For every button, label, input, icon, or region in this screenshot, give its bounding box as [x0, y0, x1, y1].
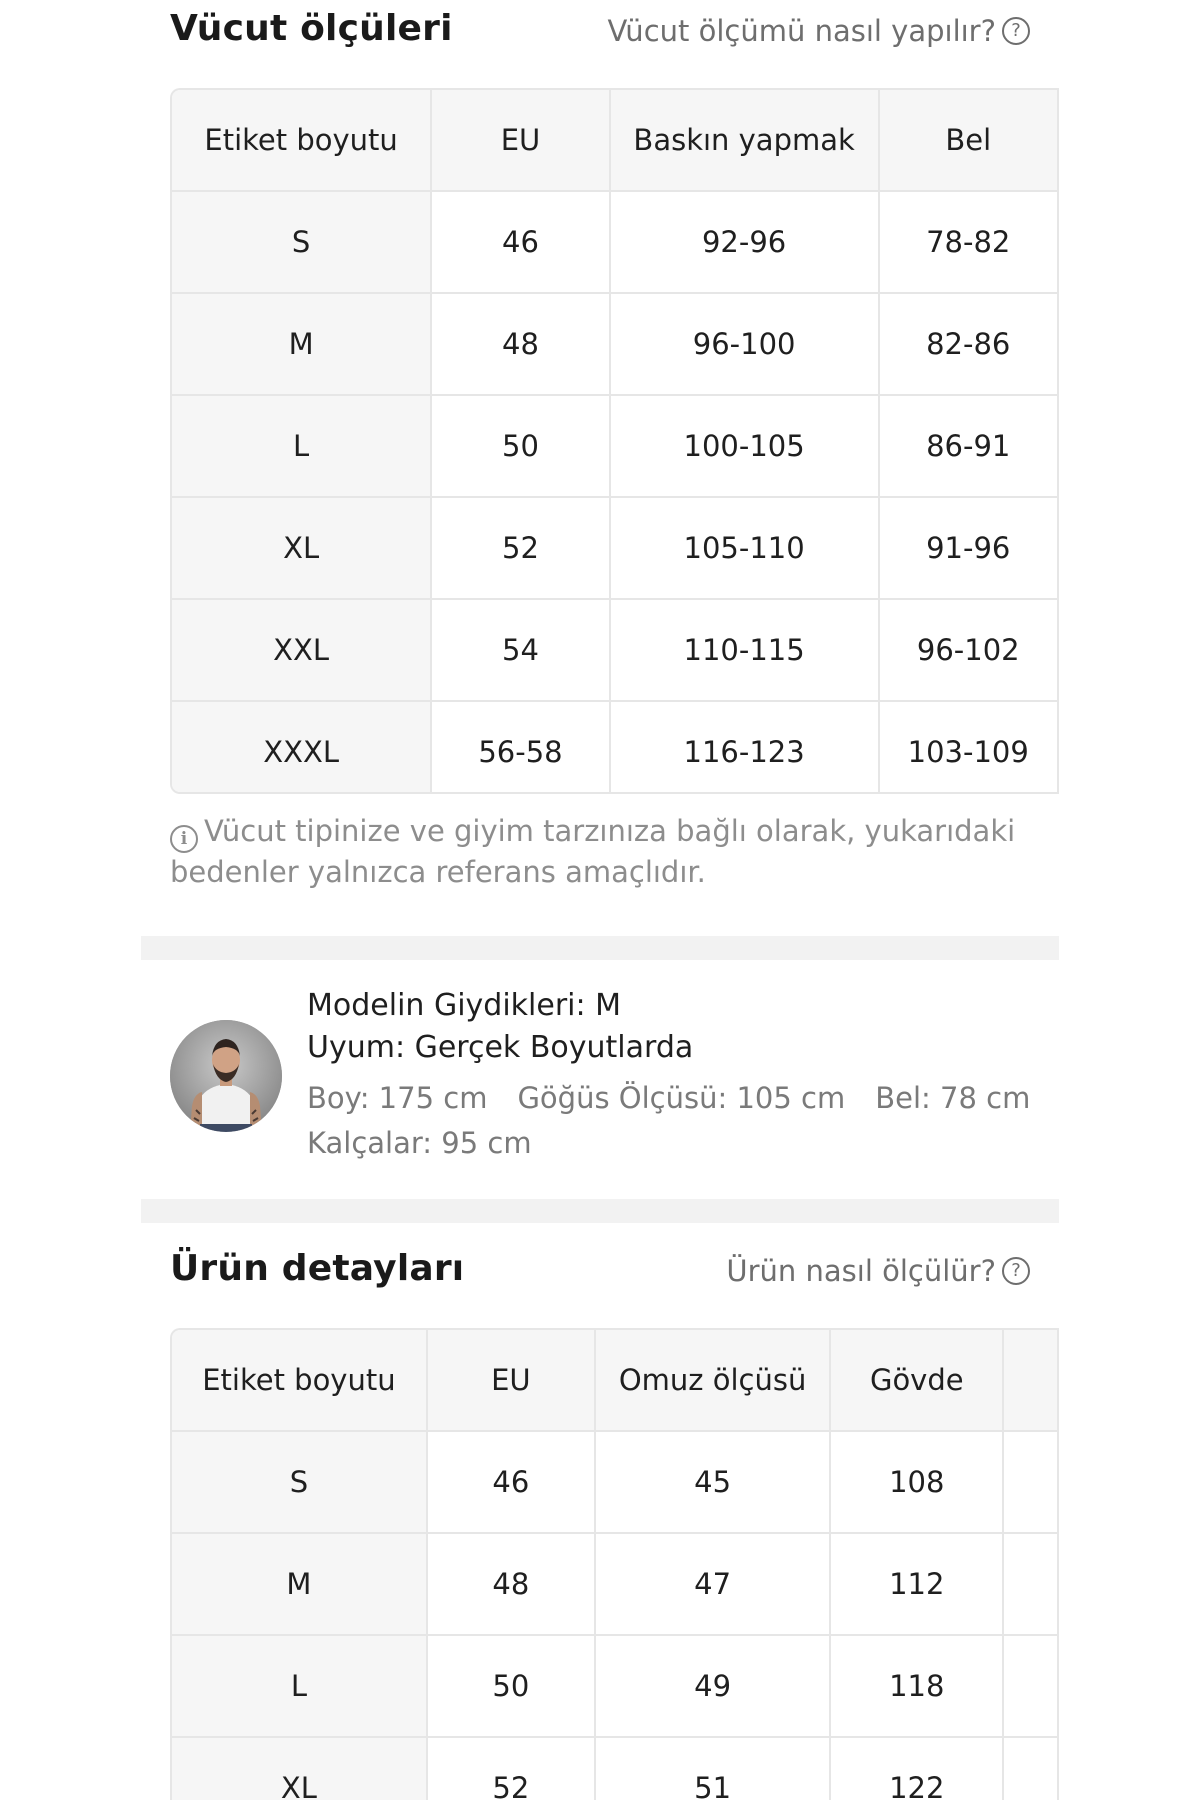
body-measurements-section — [141, 0, 1059, 930]
table-cell: 54 — [431, 599, 610, 701]
table-cell: 91-96 — [879, 497, 1059, 599]
section-divider — [141, 936, 1059, 960]
body-size-table — [170, 88, 1059, 794]
table-row — [172, 497, 1058, 599]
table-cell: 46 — [431, 191, 610, 293]
info-circle-icon: i — [170, 825, 198, 853]
product-details-header — [141, 1240, 1059, 1300]
table-header-row — [172, 1330, 1058, 1431]
size-label-cell: XL — [172, 1737, 427, 1800]
table-row — [172, 701, 1058, 794]
size-label-cell: XL — [172, 497, 431, 599]
table-cell-overflow — [1003, 1431, 1058, 1533]
note-text: Vücut tipinize ve giyim tarzınıza bağlı olarak, yukarıdaki bedenler yalnızca referans amaçlıdır. — [170, 814, 1016, 889]
model-height: Boy: 175 cm — [307, 1081, 488, 1115]
table-cell: 47 — [595, 1533, 830, 1635]
question-circle-icon: ? — [1002, 1257, 1030, 1285]
link-label: Ürün nasıl ölçülür? — [726, 1254, 996, 1288]
how-to-measure-product-link[interactable] — [726, 1254, 1030, 1288]
table-cell: 56-58 — [431, 701, 610, 794]
size-reference-note — [170, 812, 1030, 892]
model-hips: Kalçalar: 95 cm — [307, 1126, 532, 1160]
table-cell: 105-110 — [610, 497, 879, 599]
table-cell: 50 — [427, 1635, 595, 1737]
table-cell: 86-91 — [879, 395, 1059, 497]
body-measurements-header — [141, 0, 1059, 60]
size-label-cell: XXL — [172, 599, 431, 701]
table-row — [172, 191, 1058, 293]
table-row — [172, 395, 1058, 497]
table-cell: 82-86 — [879, 293, 1059, 395]
size-label-cell: XXXL — [172, 701, 431, 794]
product-details-section — [141, 1240, 1059, 1800]
column-header: EU — [427, 1330, 595, 1431]
column-header: Etiket boyutu — [172, 90, 431, 191]
table-cell: 112 — [830, 1533, 1003, 1635]
table-cell: 49 — [595, 1635, 830, 1737]
table-cell: 52 — [431, 497, 610, 599]
table-cell: 46 — [427, 1431, 595, 1533]
table-row — [172, 1737, 1058, 1800]
table-cell: 48 — [427, 1533, 595, 1635]
how-to-measure-body-link[interactable] — [607, 14, 1030, 48]
table-row — [172, 293, 1058, 395]
table-cell: 116-123 — [610, 701, 879, 794]
column-header: Baskın yapmak — [610, 90, 879, 191]
table-cell: 118 — [830, 1635, 1003, 1737]
column-header: Gövde — [830, 1330, 1003, 1431]
table-header-row — [172, 90, 1058, 191]
size-label-cell: M — [172, 1533, 427, 1635]
column-header: Bel — [879, 90, 1059, 191]
table-cell: 122 — [830, 1737, 1003, 1800]
model-waist: Bel: 78 cm — [875, 1081, 1031, 1115]
column-header-overflow — [1003, 1330, 1058, 1431]
table-row — [172, 599, 1058, 701]
section-title: Ürün detayları — [170, 1248, 465, 1289]
table-row — [172, 1431, 1058, 1533]
size-label-cell: L — [172, 395, 431, 497]
table-cell-overflow — [1003, 1635, 1058, 1737]
model-wearing-size: Modelin Giydikleri: M — [307, 988, 622, 1023]
model-chest: Göğüs Ölçüsü: 105 cm — [517, 1081, 846, 1115]
question-circle-icon: ? — [1002, 17, 1030, 45]
table-cell: 51 — [595, 1737, 830, 1800]
column-header: Omuz ölçüsü — [595, 1330, 830, 1431]
model-fit: Uyum: Gerçek Boyutlarda — [307, 1030, 694, 1065]
size-label-cell: L — [172, 1635, 427, 1737]
table-cell: 96-102 — [879, 599, 1059, 701]
model-measurements — [307, 1081, 1030, 1115]
model-avatar — [170, 1020, 282, 1132]
table-cell: 100-105 — [610, 395, 879, 497]
table-row — [172, 1533, 1058, 1635]
model-photo-icon — [170, 1020, 282, 1132]
table-cell: 48 — [431, 293, 610, 395]
table-cell: 78-82 — [879, 191, 1059, 293]
product-size-table — [170, 1328, 1059, 1800]
size-label-cell: M — [172, 293, 431, 395]
section-divider — [141, 1199, 1059, 1223]
table-cell-overflow — [1003, 1533, 1058, 1635]
link-label: Vücut ölçümü nasıl yapılır? — [607, 14, 996, 48]
size-label-cell: S — [172, 1431, 427, 1533]
table-row — [172, 1635, 1058, 1737]
table-cell: 92-96 — [610, 191, 879, 293]
table-cell: 96-100 — [610, 293, 879, 395]
table-cell: 103-109 — [879, 701, 1059, 794]
table-cell: 45 — [595, 1431, 830, 1533]
table-cell: 50 — [431, 395, 610, 497]
section-title: Vücut ölçüleri — [170, 8, 453, 49]
table-cell-overflow — [1003, 1737, 1058, 1800]
table-cell: 108 — [830, 1431, 1003, 1533]
column-header: EU — [431, 90, 610, 191]
table-cell: 110-115 — [610, 599, 879, 701]
size-label-cell: S — [172, 191, 431, 293]
column-header: Etiket boyutu — [172, 1330, 427, 1431]
table-cell: 52 — [427, 1737, 595, 1800]
